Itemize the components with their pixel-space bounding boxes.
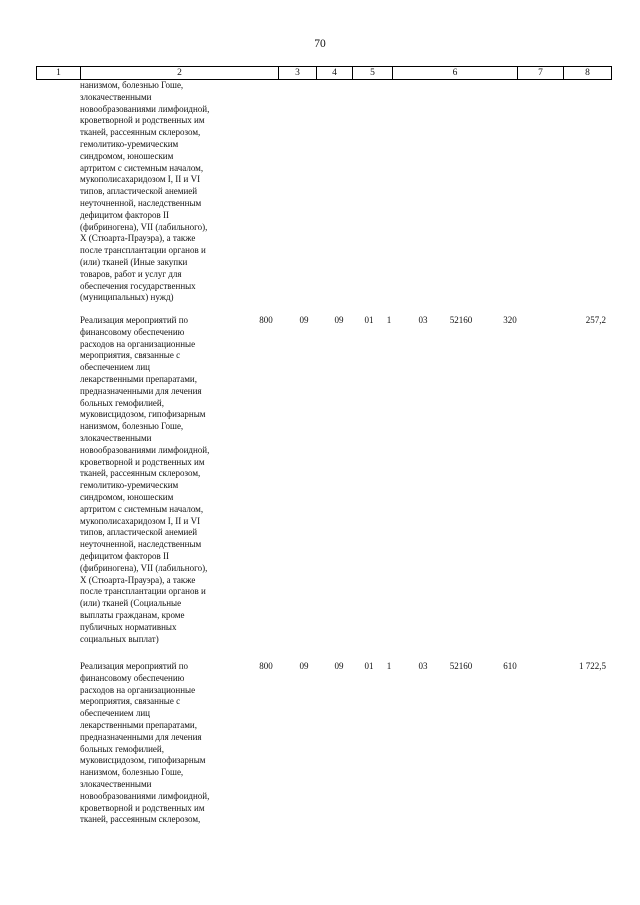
col6-code-d: 52160 (449, 661, 473, 671)
table-header-row (36, 66, 612, 80)
col6-code-b: 1 (386, 315, 392, 325)
row-description: Реализация мероприятий по финансовому обеспечению расходов на организационные мероприятия, связанные с обеспечением лиц лекарственными препаратами, предназначенными для лечения больных гемофилией, муковисцидозом, гипофизарным нанизмом, болезнью Гоше, злокачественными новообразованиями лимфоидной, кроветворной и родственных им тканей, рассеянным склерозом, гемолитико-уремическим синдромом, юношеским артритом с системным началом, мукополисахаридозом I, II и VI типов, апластической анемией неуточненной, наследственным дефицитом факторов II (фибриногена), VII (лабильного), X (Стюарта-Прауэра), а также после трансплантации органов и (или) тканей (Социальные выплаты гражданам, кроме публичных нормативных социальных выплат) (80, 315, 210, 644)
column-number-5: 5 (352, 67, 392, 79)
col5-value: 09 (334, 315, 344, 325)
column-number-4: 4 (316, 67, 352, 79)
col8-amount: 257,2 (585, 315, 606, 325)
col4-value: 09 (299, 661, 309, 671)
column-number-2: 2 (80, 67, 278, 79)
col4-value: 09 (299, 315, 309, 325)
col3-value: 800 (259, 315, 273, 325)
column-number-3: 3 (278, 67, 316, 79)
col6-code-a: 01 (364, 315, 374, 325)
col5-value: 09 (334, 661, 344, 671)
col3-value: 800 (259, 661, 273, 671)
col6-code-a: 01 (364, 661, 374, 671)
row-description: Реализация мероприятий по финансовому обеспечению расходов на организационные мероприятия, связанные с обеспечением лиц лекарственными препаратами, предназначенными для лечения больных гемофилией, муковисцидозом, гипофизарным нанизмом, болезнью Гоше, злокачественными новообразованиями лимфоидной, кроветворной и родственных им тканей, рассеянным склерозом, (80, 661, 210, 825)
column-number-1: 1 (36, 67, 80, 79)
col6-code-c: 03 (418, 661, 428, 671)
col7-value: 320 (503, 315, 517, 325)
page-number: 70 (314, 38, 326, 50)
column-number-7: 7 (517, 67, 563, 79)
column-number-6: 6 (392, 67, 517, 79)
column-number-8: 8 (563, 67, 612, 79)
col8-amount: 1 722,5 (579, 661, 606, 671)
row-description: нанизмом, болезнью Гоше, злокачественными новообразованиями лимфоидной, кроветворной и родственных им тканей, рассеянным склерозом, гемолитико-уремическим синдромом, юношеским артритом с системным началом, мукополисахаридозом I, II и VI типов, апластической анемией неуточненной, наследственным дефицитом факторов II (фибриногена), VII (лабильного), X (Стюарта-Прауэра), а также после трансплантации органов и (или) тканей (Иные закупки товаров, работ и услуг для обеспечения государственных (муниципальных) нужд) (80, 80, 210, 303)
col6-code-b: 1 (386, 661, 392, 671)
col7-value: 610 (503, 661, 517, 671)
col6-code-d: 52160 (449, 315, 473, 325)
col6-code-c: 03 (418, 315, 428, 325)
